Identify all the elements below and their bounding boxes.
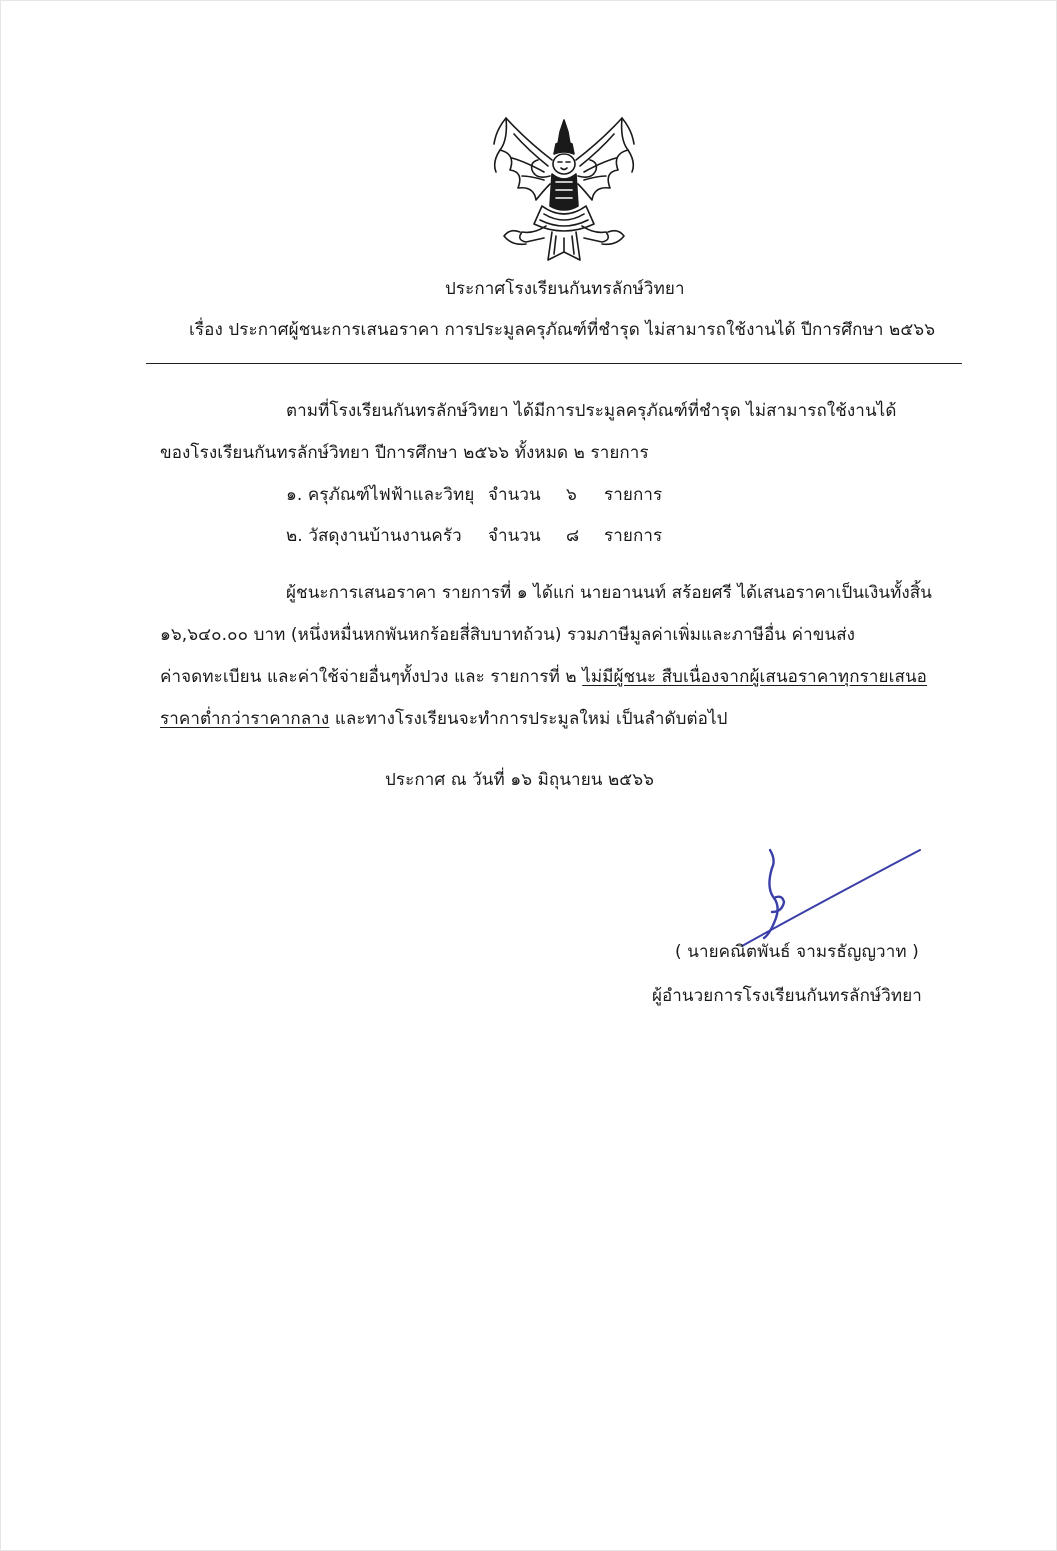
result-line-1: ผู้ชนะการเสนอราคา รายการที่ ๑ ได้แก่ นายอานนท์ สร้อยศรี ได้เสนอราคาเป็นเงินทั้งสิ้น: [286, 583, 932, 603]
list-item-qty-word: จำนวน: [488, 526, 541, 546]
page-title: ประกาศโรงเรียนกันทรลักษ์วิทยา: [445, 279, 685, 299]
list-item-qty-word: จำนวน: [488, 485, 541, 505]
list-item-unit: รายการ: [604, 485, 663, 505]
result-line-4: [160, 708, 728, 730]
list-item-label: ๒. วัสดุงานบ้านงานครัว: [286, 526, 462, 546]
list-item-unit: รายการ: [604, 526, 663, 546]
list-item-label: ๑. ครุภัณฑ์ไฟฟ้าและวิทยุ: [286, 485, 475, 505]
header-divider: [146, 363, 962, 364]
signer-name: ( นายคณิตพันธ์ จามรธัญญวาท ): [675, 942, 919, 962]
subject-line: เรื่อง ประกาศผู้ชนะการเสนอราคา การประมูลครุภัณฑ์ที่ชำรุด ไม่สามารถใช้งานได้ ปีการศึกษา ๒๕๖๖: [189, 320, 936, 340]
intro-line-2: ของโรงเรียนกันทรลักษ์วิทยา ปีการศึกษา ๒๕๖๖ ทั้งหมด ๒ รายการ: [160, 443, 649, 463]
intro-line-1: ตามที่โรงเรียนกันทรลักษ์วิทยา ได้มีการประมูลครุภัณฑ์ที่ชำรุด ไม่สามารถใช้งานได้: [286, 401, 897, 421]
garuda-emblem-icon: [486, 110, 642, 270]
announce-date: ประกาศ ณ วันที่ ๑๖ มิถุนายน ๒๕๖๖: [385, 770, 655, 790]
no-winner-notice: ไม่มีผู้ชนะ สืบเนื่องจากผู้เสนอราคาทุกรายเสนอ: [582, 667, 927, 687]
below-median-price-notice: ราคาต่ำกว่าราคากลาง: [160, 709, 330, 729]
list-item-qty: ๘: [566, 526, 580, 546]
result-line-2: ๑๖,๖๔๐.๐๐ บาท (หนึ่งหมื่นหกพันหกร้อยสี่สิบบาทถ้วน) รวมภาษีมูลค่าเพิ่มและภาษีอื่น ค่าขนส่ง: [160, 625, 856, 645]
signature-mark: [720, 838, 930, 948]
list-item-qty: ๖: [566, 485, 577, 505]
result-line-3-text: ค่าจดทะเบียน และค่าใช้จ่ายอื่นๆทั้งปวง และ รายการที่ ๒: [160, 667, 583, 687]
result-line-3: [160, 666, 927, 688]
signer-position: ผู้อำนวยการโรงเรียนกันทรลักษ์วิทยา: [652, 986, 922, 1006]
result-line-4-text: และทางโรงเรียนจะทำการประมูลใหม่ เป็นลำดับต่อไป: [329, 709, 728, 729]
